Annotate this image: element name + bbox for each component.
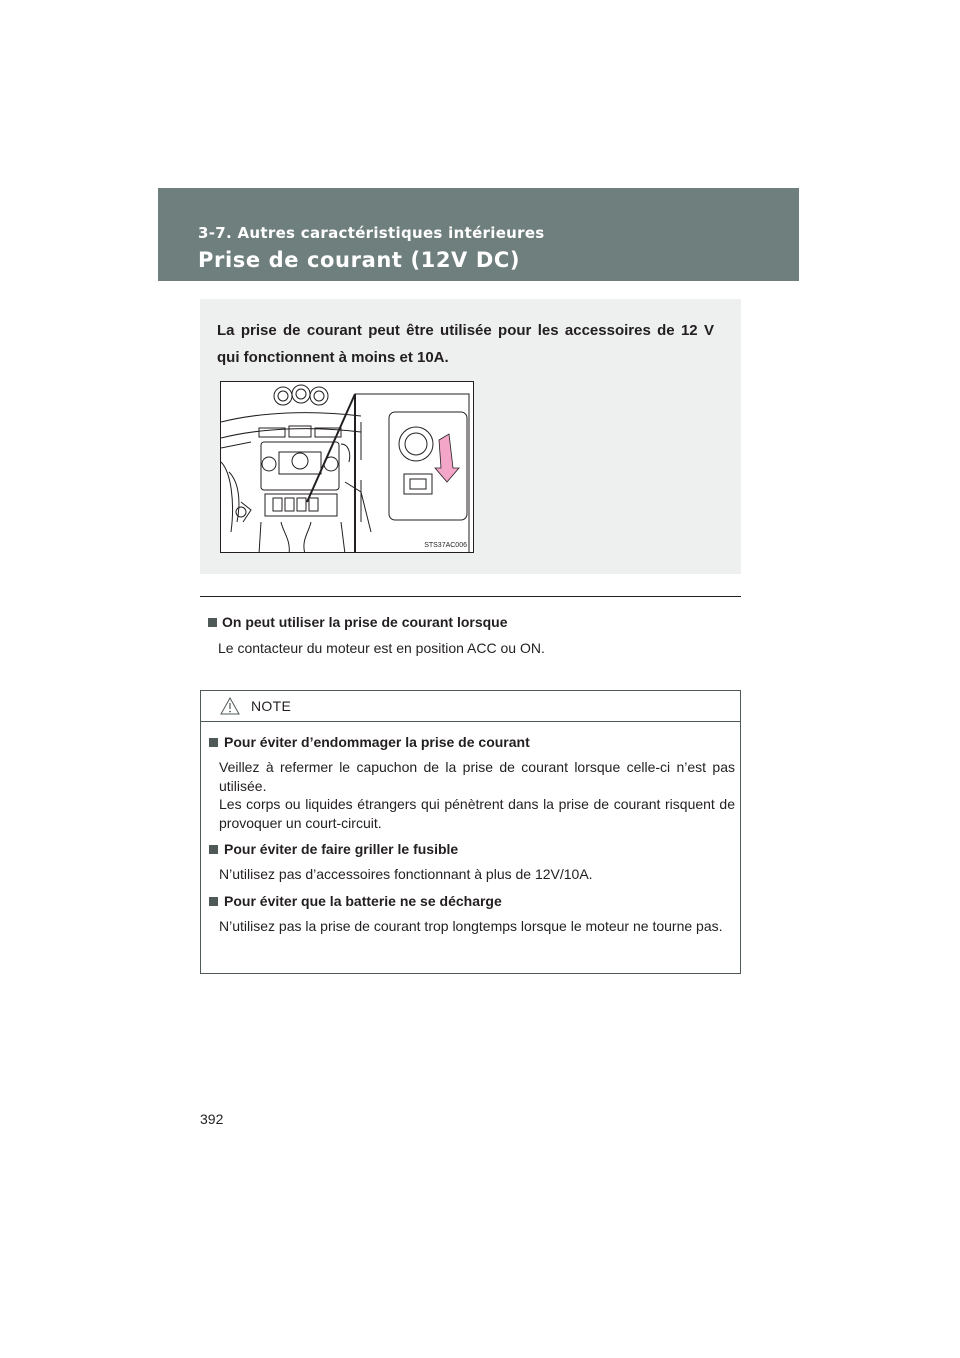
turn-arrow-icon	[435, 434, 459, 482]
note-content	[209, 734, 735, 935]
note-item-heading: Pour éviter de faire griller le fusible	[209, 841, 735, 857]
figure-code: STS37AC006	[424, 542, 467, 549]
dashboard-drawing	[221, 382, 474, 553]
intro-box	[200, 299, 741, 574]
note-title: NOTE	[251, 698, 292, 714]
note-item-heading: Pour éviter que la batterie ne se décharge	[209, 893, 735, 909]
square-bullet-icon	[209, 738, 218, 747]
usage-text: Le contacteur du moteur est en position ACC ou ON.	[218, 640, 545, 656]
power-outlet-illustration	[220, 381, 474, 553]
square-bullet-icon	[209, 897, 218, 906]
warning-icon	[220, 697, 240, 715]
note-header	[201, 691, 740, 722]
chapter-header	[158, 188, 799, 281]
section-label: 3-7. Autres caractéristiques intérieures	[198, 224, 545, 242]
page-number: 392	[200, 1111, 224, 1127]
note-paragraph: Veillez à refermer le capuchon de la prise de courant lorsque celle-ci n’est pas utilisée.	[219, 759, 735, 794]
page-title: Prise de courant (12V DC)	[198, 248, 521, 272]
divider	[200, 596, 741, 597]
square-bullet-icon	[209, 845, 218, 854]
note-item-heading: Pour éviter d’endommager la prise de courant	[209, 734, 735, 750]
square-bullet-icon	[208, 618, 217, 627]
usage-heading: On peut utiliser la prise de courant lorsque	[208, 614, 508, 630]
note-box	[200, 690, 741, 974]
note-paragraph: N’utilisez pas la prise de courant trop longtemps lorsque le moteur ne tourne pas.	[219, 917, 723, 934]
note-paragraph: N’utilisez pas d’accessoires fonctionnant à plus de 12V/10A.	[219, 866, 593, 882]
note-paragraph: Les corps ou liquides étrangers qui pénètrent dans la prise de courant risquent de provoquer un court-circuit.	[219, 796, 735, 831]
intro-text: La prise de courant peut être utilisée pour les accessoires de 12 V qui fonctionnent à moins et 10A.	[217, 322, 714, 366]
